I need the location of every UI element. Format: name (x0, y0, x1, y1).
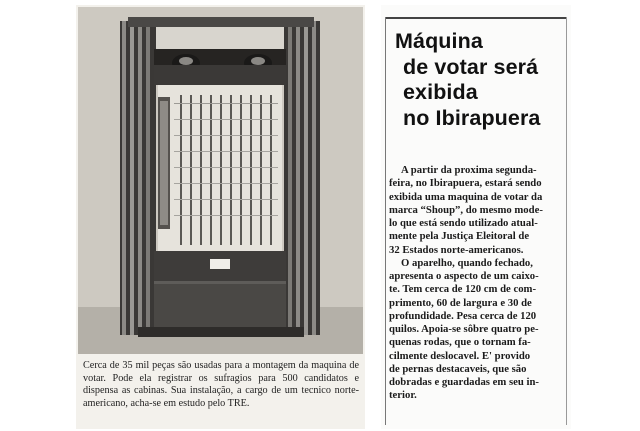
machine-base (138, 251, 304, 337)
voting-machine-photo (78, 7, 363, 354)
photo-caption: Cerca de 35 mil peças são usadas para a montagem da maquina de votar. Pode ela registrar os sufragios para 500 candidatos e dispensa as cabinas. Sua instalação, a cargo de um tecnico norte-americano, acha-se em estudo pelo TRE. (83, 360, 359, 409)
body-line: terior. (389, 389, 417, 402)
body-line: 32 Estados norte-americanos. (389, 243, 524, 256)
body-line: feira, no Ibirapuera, estará sendo (389, 177, 542, 190)
news-article (381, 5, 571, 429)
headline-line: de votar será (403, 54, 539, 79)
column-rule-top (385, 17, 567, 19)
headline-line: exibida (403, 80, 478, 104)
body-line: cilmente deslocavel. E' provido (389, 349, 531, 362)
body-line: primento, 60 de largura e 30 de (389, 296, 532, 309)
body-line: apresenta o aspecto de um caixo- (389, 270, 539, 282)
article-body (389, 164, 565, 403)
body-line: profundidade. Pesa cerca de 120 (389, 309, 537, 322)
body-line: de pernas destacaveis, que são (389, 362, 527, 375)
right-curtain (284, 21, 320, 335)
body-line: O aparelho, quando fechado, (401, 256, 533, 269)
body-line: mente pela Justiça Eleitoral de (389, 230, 530, 243)
body-line: quenas rodas, que o tornam fa- (389, 336, 531, 349)
body-line: exibida uma maquina de votar da (389, 190, 543, 203)
headline-line: Máquina (395, 29, 483, 53)
voting-machine-illustration (78, 7, 363, 354)
column-rule-left (385, 17, 386, 425)
body-line: marca “Shoup”, do mesmo mode- (389, 203, 543, 216)
body-line: A partir da proxima segunda- (401, 164, 537, 176)
body-line: quilos. Apoia-se sôbre quatro pe- (389, 323, 539, 335)
body-line: te. Tem cerca de 120 cm de com- (389, 283, 537, 296)
left-curtain (120, 21, 156, 335)
article-headline (389, 29, 567, 131)
body-line: lo que está sendo utilizado atual- (389, 217, 538, 229)
photo-block (76, 5, 365, 429)
body-line: dobradas e guardadas em seu in- (389, 376, 539, 388)
headline-line: no Ibirapuera (403, 105, 541, 130)
machine-face (158, 85, 282, 251)
